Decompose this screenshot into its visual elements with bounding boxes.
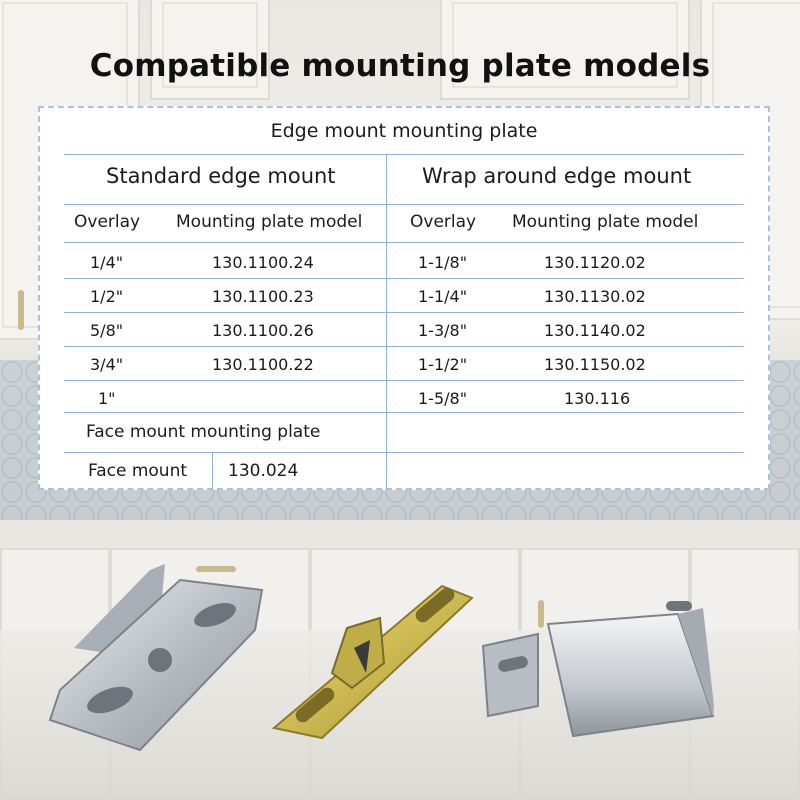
left-overlay-cell: 1/2" <box>90 287 124 306</box>
right-overlay-header: Overlay <box>410 212 477 232</box>
standard-edge-mount-heading: Standard edge mount <box>106 164 336 188</box>
divider <box>212 452 213 490</box>
right-overlay-cell: 1-1/8" <box>418 253 468 272</box>
left-model-cell: 130.1100.26 <box>212 321 314 340</box>
divider <box>64 154 744 155</box>
face-mount-model: 130.024 <box>228 461 299 481</box>
right-overlay-cell: 1-5/8" <box>418 389 468 408</box>
divider <box>64 380 744 381</box>
left-overlay-cell: 3/4" <box>90 355 124 374</box>
right-model-cell: 130.1120.02 <box>544 253 646 272</box>
left-overlay-cell: 1/4" <box>90 253 124 272</box>
brass-mounting-plate-image <box>262 578 482 748</box>
divider <box>64 412 744 413</box>
face-mount-heading: Face mount mounting plate <box>86 422 321 442</box>
right-model-cell: 130.116 <box>564 389 631 408</box>
left-model-cell: 130.1100.22 <box>212 355 314 374</box>
left-overlay-cell: 1" <box>98 389 116 408</box>
page-title: Compatible mounting plate models <box>89 48 711 84</box>
divider <box>64 242 744 243</box>
left-overlay-cell: 5/8" <box>90 321 124 340</box>
right-model-cell: 130.1130.02 <box>544 287 646 306</box>
right-overlay-cell: 1-3/8" <box>418 321 468 340</box>
left-model-cell: 130.1100.24 <box>212 253 314 272</box>
right-model-cell: 130.1150.02 <box>544 355 646 374</box>
cabinet-handle <box>18 290 24 330</box>
right-overlay-cell: 1-1/4" <box>418 287 468 306</box>
divider <box>64 204 744 205</box>
right-model-cell: 130.1140.02 <box>544 321 646 340</box>
table-caption: Edge mount mounting plate <box>270 120 538 142</box>
silver-flat-mounting-plate-image <box>40 560 270 760</box>
left-model-cell: 130.1100.23 <box>212 287 314 306</box>
countertop <box>0 520 800 551</box>
wrap-around-edge-mount-heading: Wrap around edge mount <box>422 164 692 188</box>
divider <box>64 452 744 453</box>
mounting-plate-table <box>38 106 770 490</box>
face-mount-label: Face mount <box>88 461 188 481</box>
divider <box>64 312 744 313</box>
divider <box>64 346 744 347</box>
silver-wrap-around-plate-image <box>478 596 718 746</box>
divider <box>64 278 744 279</box>
right-overlay-cell: 1-1/2" <box>418 355 468 374</box>
left-model-header: Mounting plate model <box>176 212 363 232</box>
right-model-header: Mounting plate model <box>512 212 699 232</box>
left-overlay-header: Overlay <box>74 212 141 232</box>
